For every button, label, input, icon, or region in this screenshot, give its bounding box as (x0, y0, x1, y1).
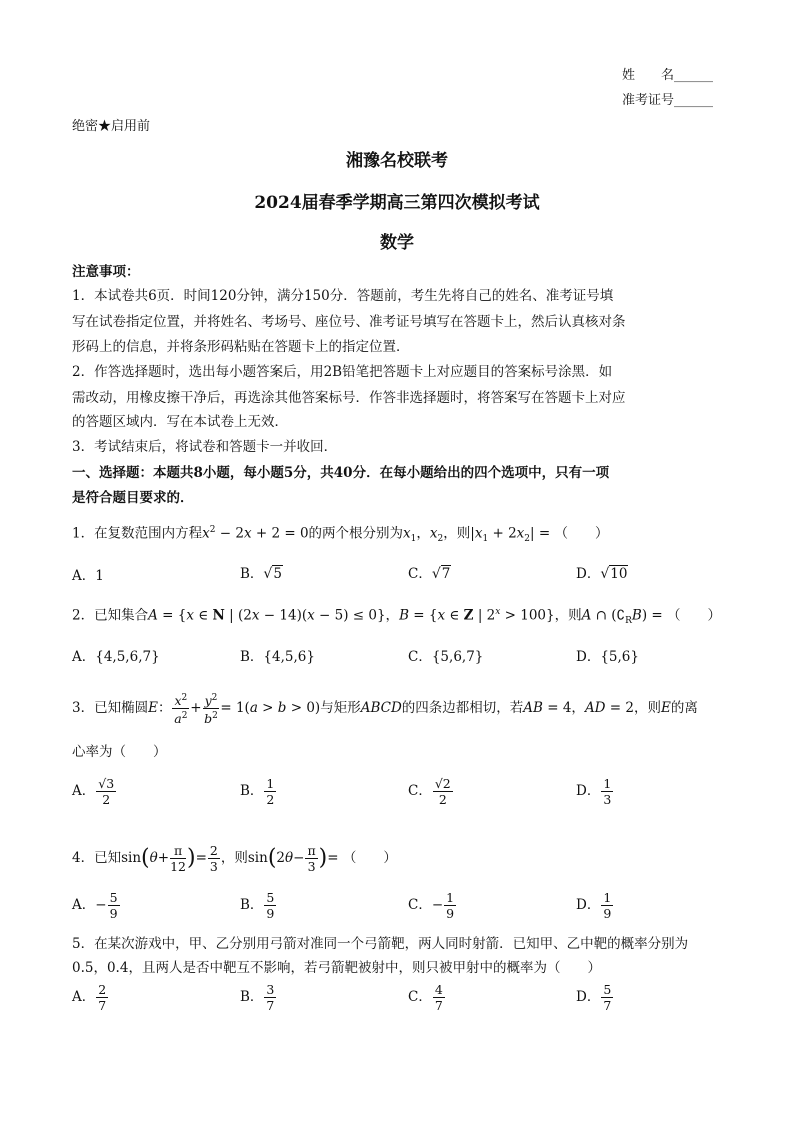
question-5: 5．在某次游戏中，甲、乙分别用弓箭对准同一个弓箭靶，两人同时射箭．已知甲、乙中靶的概率分别为 (72, 936, 689, 952)
notice-line: 2．作答选择题时，选出每小题答案后，用2B铅笔把答题卡上对应题目的答案标号涂黑．如 (72, 364, 613, 380)
name-field: 姓 名______ (622, 68, 714, 83)
notice-heading: 注意事项： (72, 264, 140, 280)
q5-option-c: C． $\frac{4}{7}$ (408, 982, 443, 1013)
q1-option-d: D．√10 (576, 566, 628, 582)
notice-line: 3．考试结束后，将试卷和答题卡一并收回． (72, 439, 338, 455)
q1-option-a: A．1 (72, 568, 104, 584)
q4-option-b: B． $\frac{5}{9}$ (240, 890, 275, 921)
q2-option-d: D．{5,6} (576, 649, 639, 665)
q3-option-c: C． $\frac{√2}{2}$ (408, 776, 451, 807)
question-3: 3．已知椭圆E： $\frac{x^2}{a^2}$ + $\frac{y^2}{b^2}$ = 1(a > b > 0)与矩形ABCD的四条边都相切，若AB = 4，AD = 2，则E的离 (72, 692, 698, 727)
q2-option-b: B．{4,5,6} (240, 649, 315, 665)
section-heading: 一、选择题：本题共8小题，每小题5分，共40分．在每小题给出的四个选项中，只有一项 (72, 465, 610, 481)
q5-option-a: A． $\frac{2}{7}$ (72, 982, 107, 1013)
q4-option-c: C．− $\frac{1}{9}$ (408, 890, 455, 921)
q2-option-a: A．{4,5,6,7} (72, 649, 160, 665)
subject-title: 数学 (380, 233, 414, 253)
q3-option-a: A． $\frac{√3}{2}$ (72, 776, 115, 807)
exam-title: 2024届春季学期高三第四次模拟考试 (254, 193, 540, 213)
notice-line: 需改动，用橡皮擦干净后，再选涂其他答案标号．作答非选择题时，将答案写在答题卡上对应 (72, 390, 626, 406)
q5-option-b: B． $\frac{3}{7}$ (240, 982, 275, 1013)
question-1: 1．在复数范围内方程$x^2 - 2x + 2 = 0$的两个根分别为$x_1$，$x_2$，则$|x_1 + 2x_2|$ = （ ） (72, 525, 609, 545)
question-4: 4．已知sin(θ+ $\frac{\pi}{12}$ )= $\frac{2}{3}$ ，则sin(2θ− $\frac{\pi}{3}$ )= （ ） (72, 843, 397, 874)
question-5-line2: 0.5，0.4，且两人是否中靶互不影响，若弓箭靶被射中，则只被甲射中的概率为（ ） (72, 960, 601, 976)
question-3-line2: 心率为（ ） (72, 744, 167, 760)
notice-line: 写在试卷指定位置，并将姓名、考场号、座位号、准考证号填写在答题卡上，然后认真核对条 (72, 314, 626, 330)
section-heading: 是符合题目要求的． (72, 490, 194, 506)
notice-line: 形码上的信息，并将条形码粘贴在答题卡上的指定位置． (72, 339, 410, 355)
question-2: 2．已知集合A = {x ∈ N | (2x − 14)(x − 5) ≤ 0}，B = {x ∈ Z | $2^x > 100$}，则A ∩ $(∁_RB)$ = （ ） (72, 607, 721, 627)
q2-option-c: C．{5,6,7} (408, 649, 484, 665)
q5-option-d: D． $\frac{5}{7}$ (576, 982, 612, 1013)
exam-number-field: 准考证号______ (622, 93, 714, 108)
q1-option-c: C．√7 (408, 566, 451, 582)
notice-line: 1．本试卷共6页．时间120分钟，满分150分．答题前，考生先将自己的姓名、准考证号填 (72, 288, 614, 304)
q3-option-d: D． $\frac{1}{3}$ (576, 776, 612, 807)
q4-option-a: A．− $\frac{5}{9}$ (72, 890, 118, 921)
q4-option-d: D． $\frac{1}{9}$ (576, 890, 612, 921)
q3-option-b: B． $\frac{1}{2}$ (240, 776, 275, 807)
secret-label: 绝密★启用前 (72, 119, 151, 134)
notice-line: 的答题区域内．写在本试卷上无效． (72, 414, 288, 430)
org-title: 湘豫名校联考 (346, 151, 448, 171)
q1-option-b: B．√5 (240, 566, 282, 582)
